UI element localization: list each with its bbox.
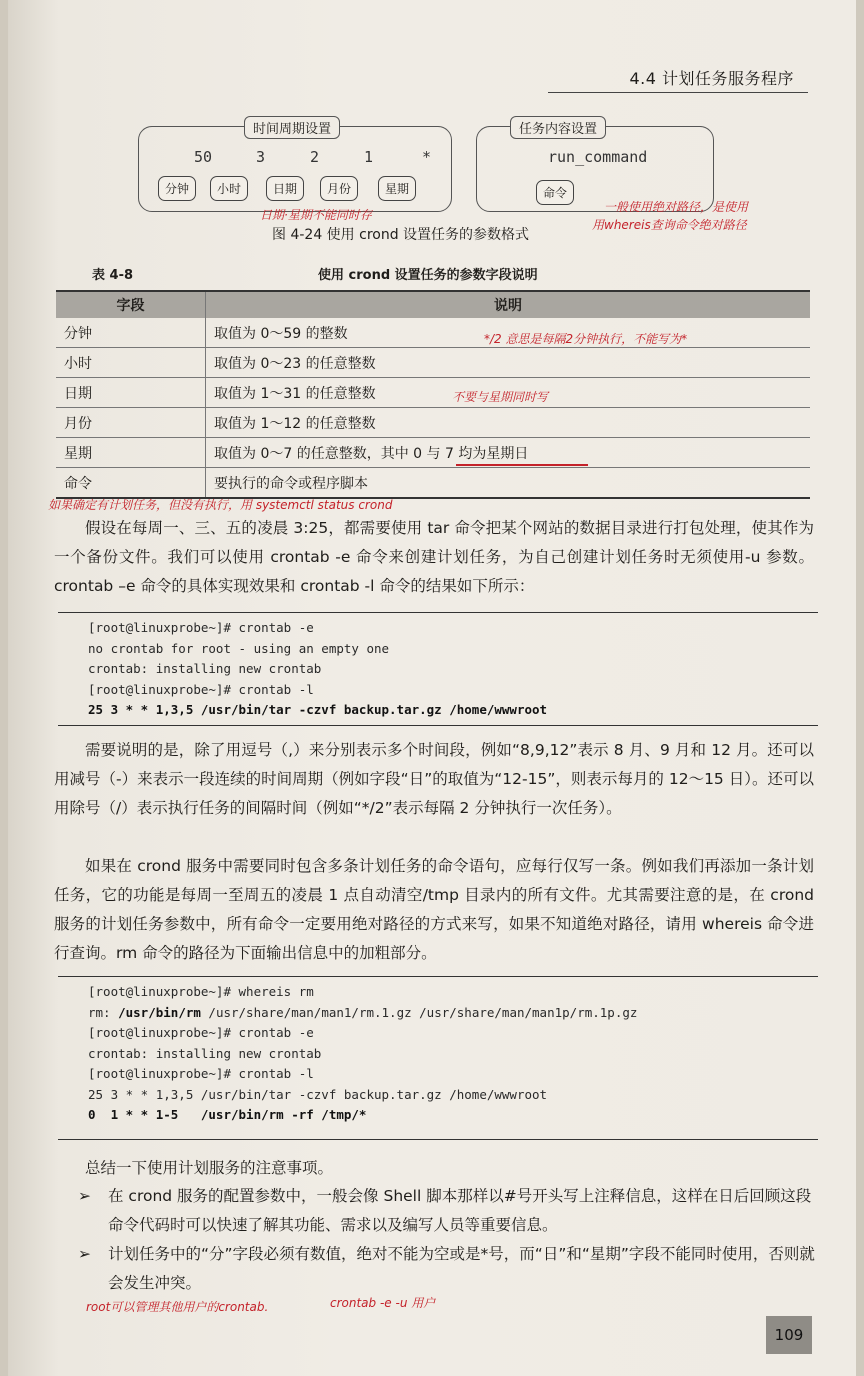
handwritten-note-interval: */2 意思是每隔2分钟执行，不能写为* bbox=[484, 332, 688, 346]
bullet-text: 在 crond 服务的配置参数中，一般会像 Shell 脚本那样以#号开头写上注释信息，这样在日后回顾这段命令代码时可以快速了解其功能、需求以及编写人员等重要信息。 bbox=[108, 1187, 812, 1234]
bullet-arrow-icon: ➢ bbox=[78, 1245, 91, 1263]
handwritten-note-absolute-path-1: 一般使用绝对路径，是使用 bbox=[604, 200, 749, 214]
code-line: [root@linuxprobe~]# crontab -e bbox=[88, 620, 314, 635]
bullet-text: 计划任务中的“分”字段必须有数值，绝对不能为空或是*号，而“日”和“星期”字段不能同时使用，否则就会发生冲突。 bbox=[108, 1245, 815, 1292]
table-row bbox=[56, 318, 810, 348]
bullet-item bbox=[80, 1240, 820, 1298]
crond-fields-table bbox=[56, 290, 810, 499]
code-line: [root@linuxprobe~]# crontab -l bbox=[88, 1066, 314, 1081]
table-cell-field: 月份 bbox=[56, 408, 206, 438]
table-cell-field: 星期 bbox=[56, 438, 206, 468]
day-value: 2 bbox=[310, 148, 320, 166]
code-line-bold: 0 1 * * 1-5 /usr/bin/rm -rf /tmp/* bbox=[88, 1107, 367, 1122]
summary-line bbox=[54, 1154, 814, 1183]
table-row bbox=[56, 408, 810, 438]
code-line: 25 3 * * 1,3,5 /usr/bin/tar -czvf backup.tar.gz /home/wwwroot bbox=[88, 1086, 548, 1102]
code-line-bold: 25 3 * * 1,3,5 /usr/bin/tar -czvf backup.tar.gz /home/wwwroot bbox=[88, 702, 548, 717]
time-settings-title: 时间周期设置 bbox=[244, 116, 340, 139]
table-cell-desc: 取值为 0～59 的整数 bbox=[206, 318, 811, 348]
table-row bbox=[56, 468, 810, 499]
handwritten-note-weekday: 不要与星期同时写 bbox=[452, 390, 549, 404]
paragraph-text: 假设在每周一、三、五的凌晨 3:25，都需要使用 tar 命令把某个网站的数据目录进行打包处理，使其作为一个备份文件。我们可以使用 crontab -e 命令来创建计划任务，为自己创建计划任务时无须使用-u 参数。crontab –e 命令的具体实现效果和 crontab -l 命令的结果如下所示： bbox=[54, 519, 814, 595]
table-number: 表 4-8 bbox=[92, 268, 134, 283]
paragraph-text: 如果在 crond 服务中需要同时包含多条计划任务的命令语句，应每行仅写一条。例如我们再添加一条计划任务，它的功能是每周一至周五的凌晨 1 点自动清空/tmp 目录内的所有文件。尤其需要注意的是，在 crond 服务的计划任务参数中，所有命令一定要用绝对路径的方式来写，如果不知道绝对路径，请用 whereis 命令进行查询。rm 命令的路径为下面输出信息中的加粗部分。 bbox=[54, 857, 814, 962]
code-line: [root@linuxprobe~]# crontab -e bbox=[88, 1025, 314, 1040]
table-cell-desc: 取值为 0～7 的任意整数，其中 0 与 7 均为星期日 bbox=[206, 438, 811, 468]
paragraph-absolute-path bbox=[54, 852, 814, 968]
code-rm-path: /usr/bin/rm bbox=[118, 1004, 201, 1020]
summary-text: 总结一下使用计划服务的注意事项。 bbox=[85, 1159, 334, 1177]
month-chip: 月份 bbox=[320, 176, 358, 201]
table-title: 使用 crond 设置任务的参数字段说明 bbox=[318, 268, 538, 283]
month-value: 1 bbox=[364, 148, 374, 166]
code-line: crontab: installing new crontab bbox=[88, 1045, 322, 1061]
handwritten-note-root: root可以管理其他用户的crontab. bbox=[86, 1300, 269, 1314]
section-header: 4.4 计划任务服务程序 bbox=[629, 69, 794, 88]
code-line: crontab: installing new crontab bbox=[88, 661, 322, 676]
table-row bbox=[56, 378, 810, 408]
header-rule bbox=[548, 92, 808, 93]
minute-value: 50 bbox=[194, 148, 213, 166]
handwritten-note-systemctl: 如果确定有计划任务，但没有执行，用 systemctl status crond bbox=[48, 498, 393, 512]
book-page bbox=[8, 0, 856, 1376]
code-block-whereis bbox=[58, 976, 818, 1140]
table-cell-desc: 要执行的命令或程序脚本 bbox=[206, 468, 811, 499]
table-header-row bbox=[56, 291, 810, 318]
table-cell-desc: 取值为 1～31 的任意整数 bbox=[206, 378, 811, 408]
weekday-chip: 星期 bbox=[378, 176, 416, 201]
handwritten-underline-weekday bbox=[456, 464, 588, 466]
paragraph-tar-backup bbox=[54, 514, 814, 601]
figure-caption: 图 4-24 使用 crond 设置任务的参数格式 bbox=[272, 227, 530, 243]
handwritten-note-day-week: 日期·星期不能同时存 bbox=[260, 208, 372, 222]
hour-chip: 小时 bbox=[210, 176, 248, 201]
table-cell-desc: 取值为 1～12 的任意整数 bbox=[206, 408, 811, 438]
paragraph-text: 需要说明的是，除了用逗号（,）来分别表示多个时间段，例如“8,9,12”表示 8 月、9 月和 12 月。还可以用减号（-）来表示一段连续的时间周期（例如字段“日”的取值为“12-15”，则表示每月的 12～15 日）。还可以用除号（/）表示执行任务的间隔时间（例如“*/2”表示每隔 2 分钟执行一次任务）。 bbox=[54, 741, 814, 817]
task-settings-title: 任务内容设置 bbox=[510, 116, 606, 139]
weekday-value: * bbox=[422, 148, 432, 166]
code-line: [root@linuxprobe~]# whereis rm bbox=[88, 984, 314, 999]
code-line: rm: bbox=[88, 1004, 119, 1020]
table-cell-field: 日期 bbox=[56, 378, 206, 408]
day-chip: 日期 bbox=[266, 176, 304, 201]
table-header-desc: 说明 bbox=[206, 291, 811, 318]
run-command-text: run_command bbox=[548, 148, 648, 166]
table-cell-field: 命令 bbox=[56, 468, 206, 499]
code-line: no crontab for root - using an empty one bbox=[88, 640, 390, 656]
table-cell-field: 小时 bbox=[56, 348, 206, 378]
hour-value: 3 bbox=[256, 148, 266, 166]
paragraph-time-syntax bbox=[54, 736, 814, 823]
table-header-field: 字段 bbox=[56, 291, 206, 318]
table-cell-field: 分钟 bbox=[56, 318, 206, 348]
handwritten-note-crontab-u: crontab -e -u 用户 bbox=[330, 1296, 436, 1310]
bullet-item bbox=[80, 1182, 820, 1240]
handwritten-note-absolute-path-2: 用whereis查询命令绝对路径 bbox=[592, 218, 747, 232]
bullet-arrow-icon: ➢ bbox=[78, 1187, 91, 1205]
code-block-crontab bbox=[58, 612, 818, 726]
code-line: /usr/share/man/man1/rm.1.gz /usr/share/man/man1p/rm.1p.gz bbox=[200, 1004, 638, 1020]
minute-chip: 分钟 bbox=[158, 176, 196, 201]
table-cell-desc: 取值为 0～23 的任意整数 bbox=[206, 348, 811, 378]
table-row bbox=[56, 438, 810, 468]
code-line: [root@linuxprobe~]# crontab -l bbox=[88, 681, 314, 697]
command-chip: 命令 bbox=[536, 180, 574, 205]
page-number: 109 bbox=[766, 1316, 812, 1354]
table-row bbox=[56, 348, 810, 378]
